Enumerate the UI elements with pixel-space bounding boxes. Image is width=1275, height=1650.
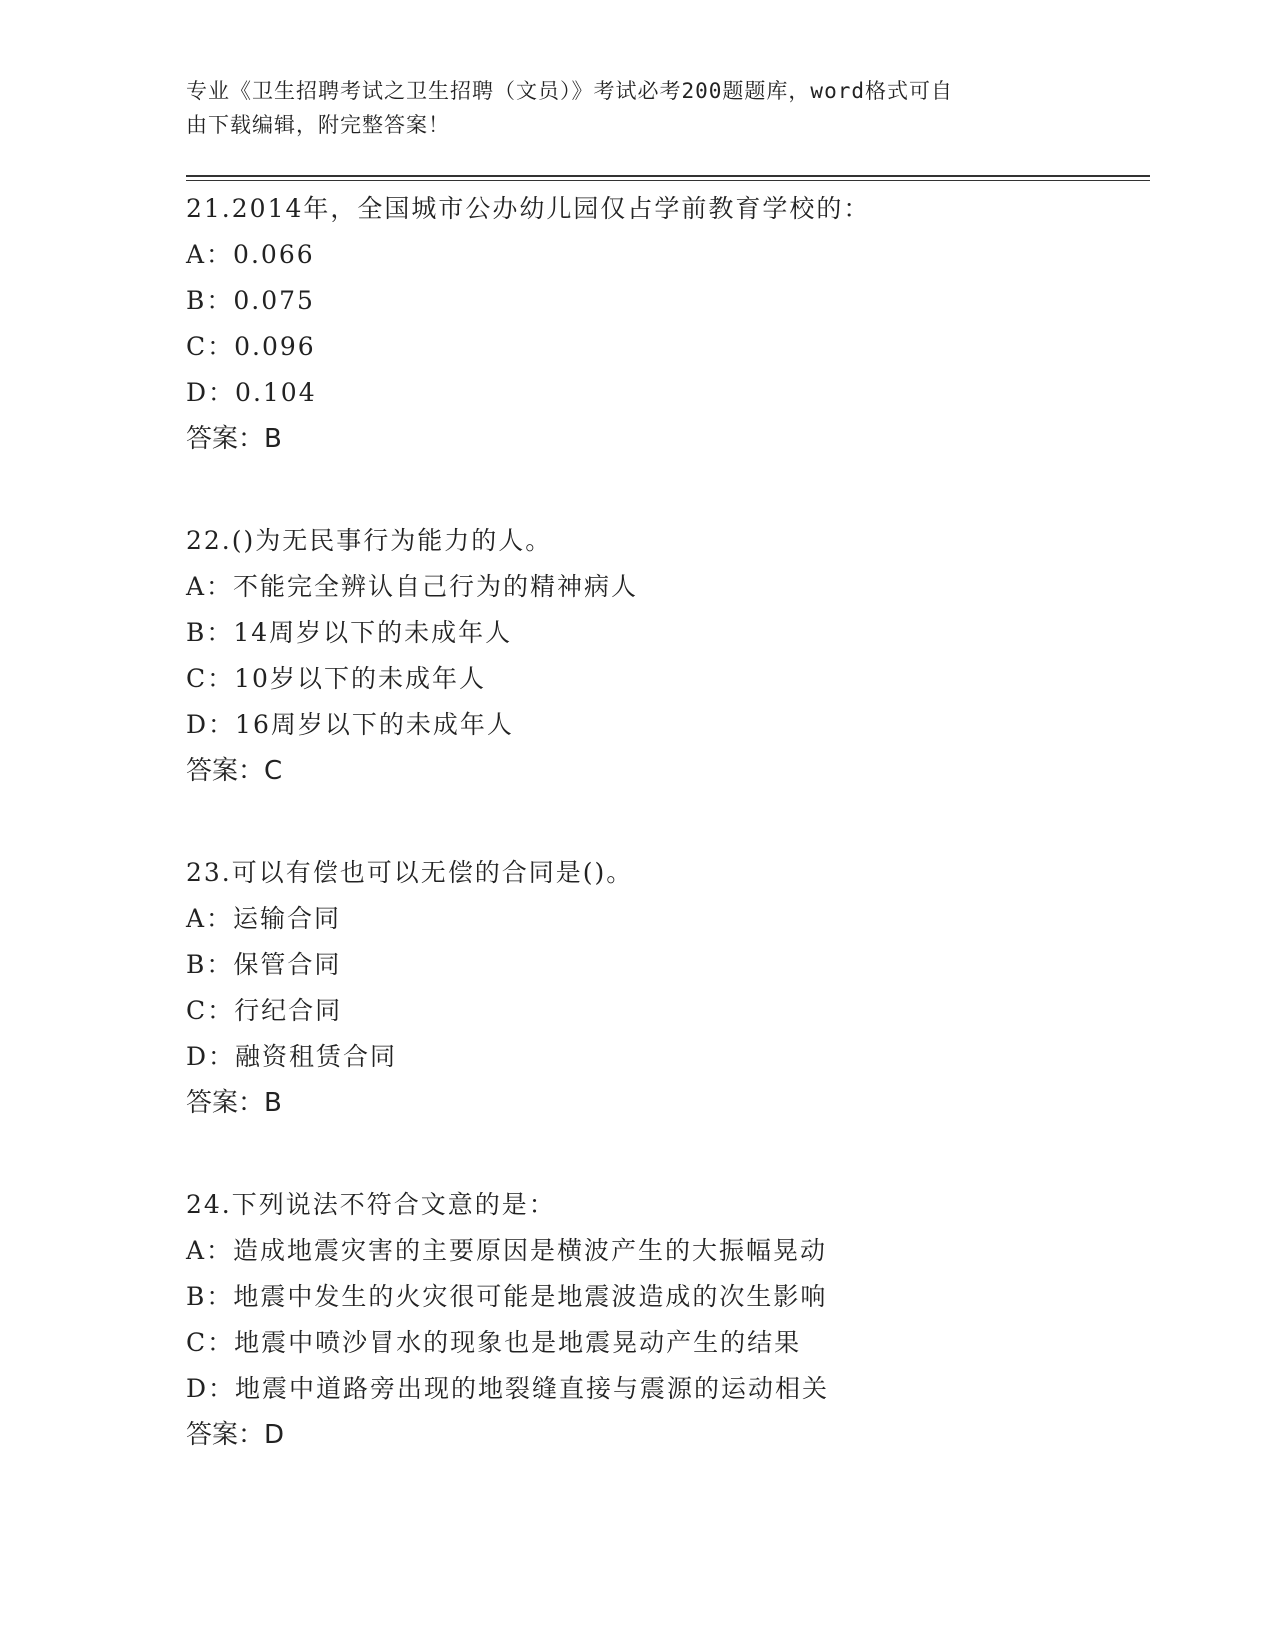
option-c: C：地震中喷沙冒水的现象也是地震晃动产生的结果	[186, 1328, 802, 1357]
option-b: B：0.075	[186, 286, 315, 315]
question-23	[186, 850, 1150, 1126]
answer: 答案：D	[186, 1420, 285, 1450]
option-a: A：造成地震灾害的主要原因是横波产生的大振幅晃动	[186, 1236, 828, 1265]
answer: 答案：B	[186, 1088, 282, 1118]
option-a: A：不能完全辨认自己行为的精神病人	[186, 572, 639, 601]
option-b: B：保管合同	[186, 950, 342, 979]
option-c: C：10岁以下的未成年人	[186, 664, 486, 693]
option-a: A：运输合同	[186, 904, 342, 933]
option-d: D：16周岁以下的未成年人	[186, 710, 514, 739]
option-a: A：0.066	[186, 240, 315, 269]
question-21	[186, 186, 1150, 462]
question-stem: 21.2014年，全国城市公办幼儿园仅占学前教育学校的：	[186, 194, 871, 223]
question-24	[186, 1182, 1150, 1458]
option-d: D：地震中道路旁出现的地裂缝直接与震源的运动相关	[186, 1374, 830, 1403]
question-stem: 23.可以有偿也可以无偿的合同是()。	[186, 858, 634, 887]
option-b: B：地震中发生的火灾很可能是地震波造成的次生影响	[186, 1282, 828, 1311]
answer: 答案：B	[186, 424, 282, 454]
option-b: B：14周岁以下的未成年人	[186, 618, 513, 647]
answer: 答案：C	[186, 756, 283, 786]
question-22	[186, 518, 1150, 794]
header-line-1: 专业《卫生招聘考试之卫生招聘（文员）》考试必考200题题库，word格式可自	[186, 79, 953, 103]
document-header	[186, 74, 1066, 142]
option-d: D：融资租赁合同	[186, 1042, 398, 1071]
question-stem: 22.()为无民事行为能力的人。	[186, 526, 553, 555]
header-line-2: 由下载编辑，附完整答案！	[186, 113, 450, 137]
question-stem: 24.下列说法不符合文意的是：	[186, 1190, 556, 1219]
option-c: C：0.096	[186, 332, 316, 361]
header-divider	[186, 175, 1150, 181]
question-list	[186, 186, 1150, 1514]
option-d: D：0.104	[186, 378, 317, 407]
option-c: C：行纪合同	[186, 996, 343, 1025]
